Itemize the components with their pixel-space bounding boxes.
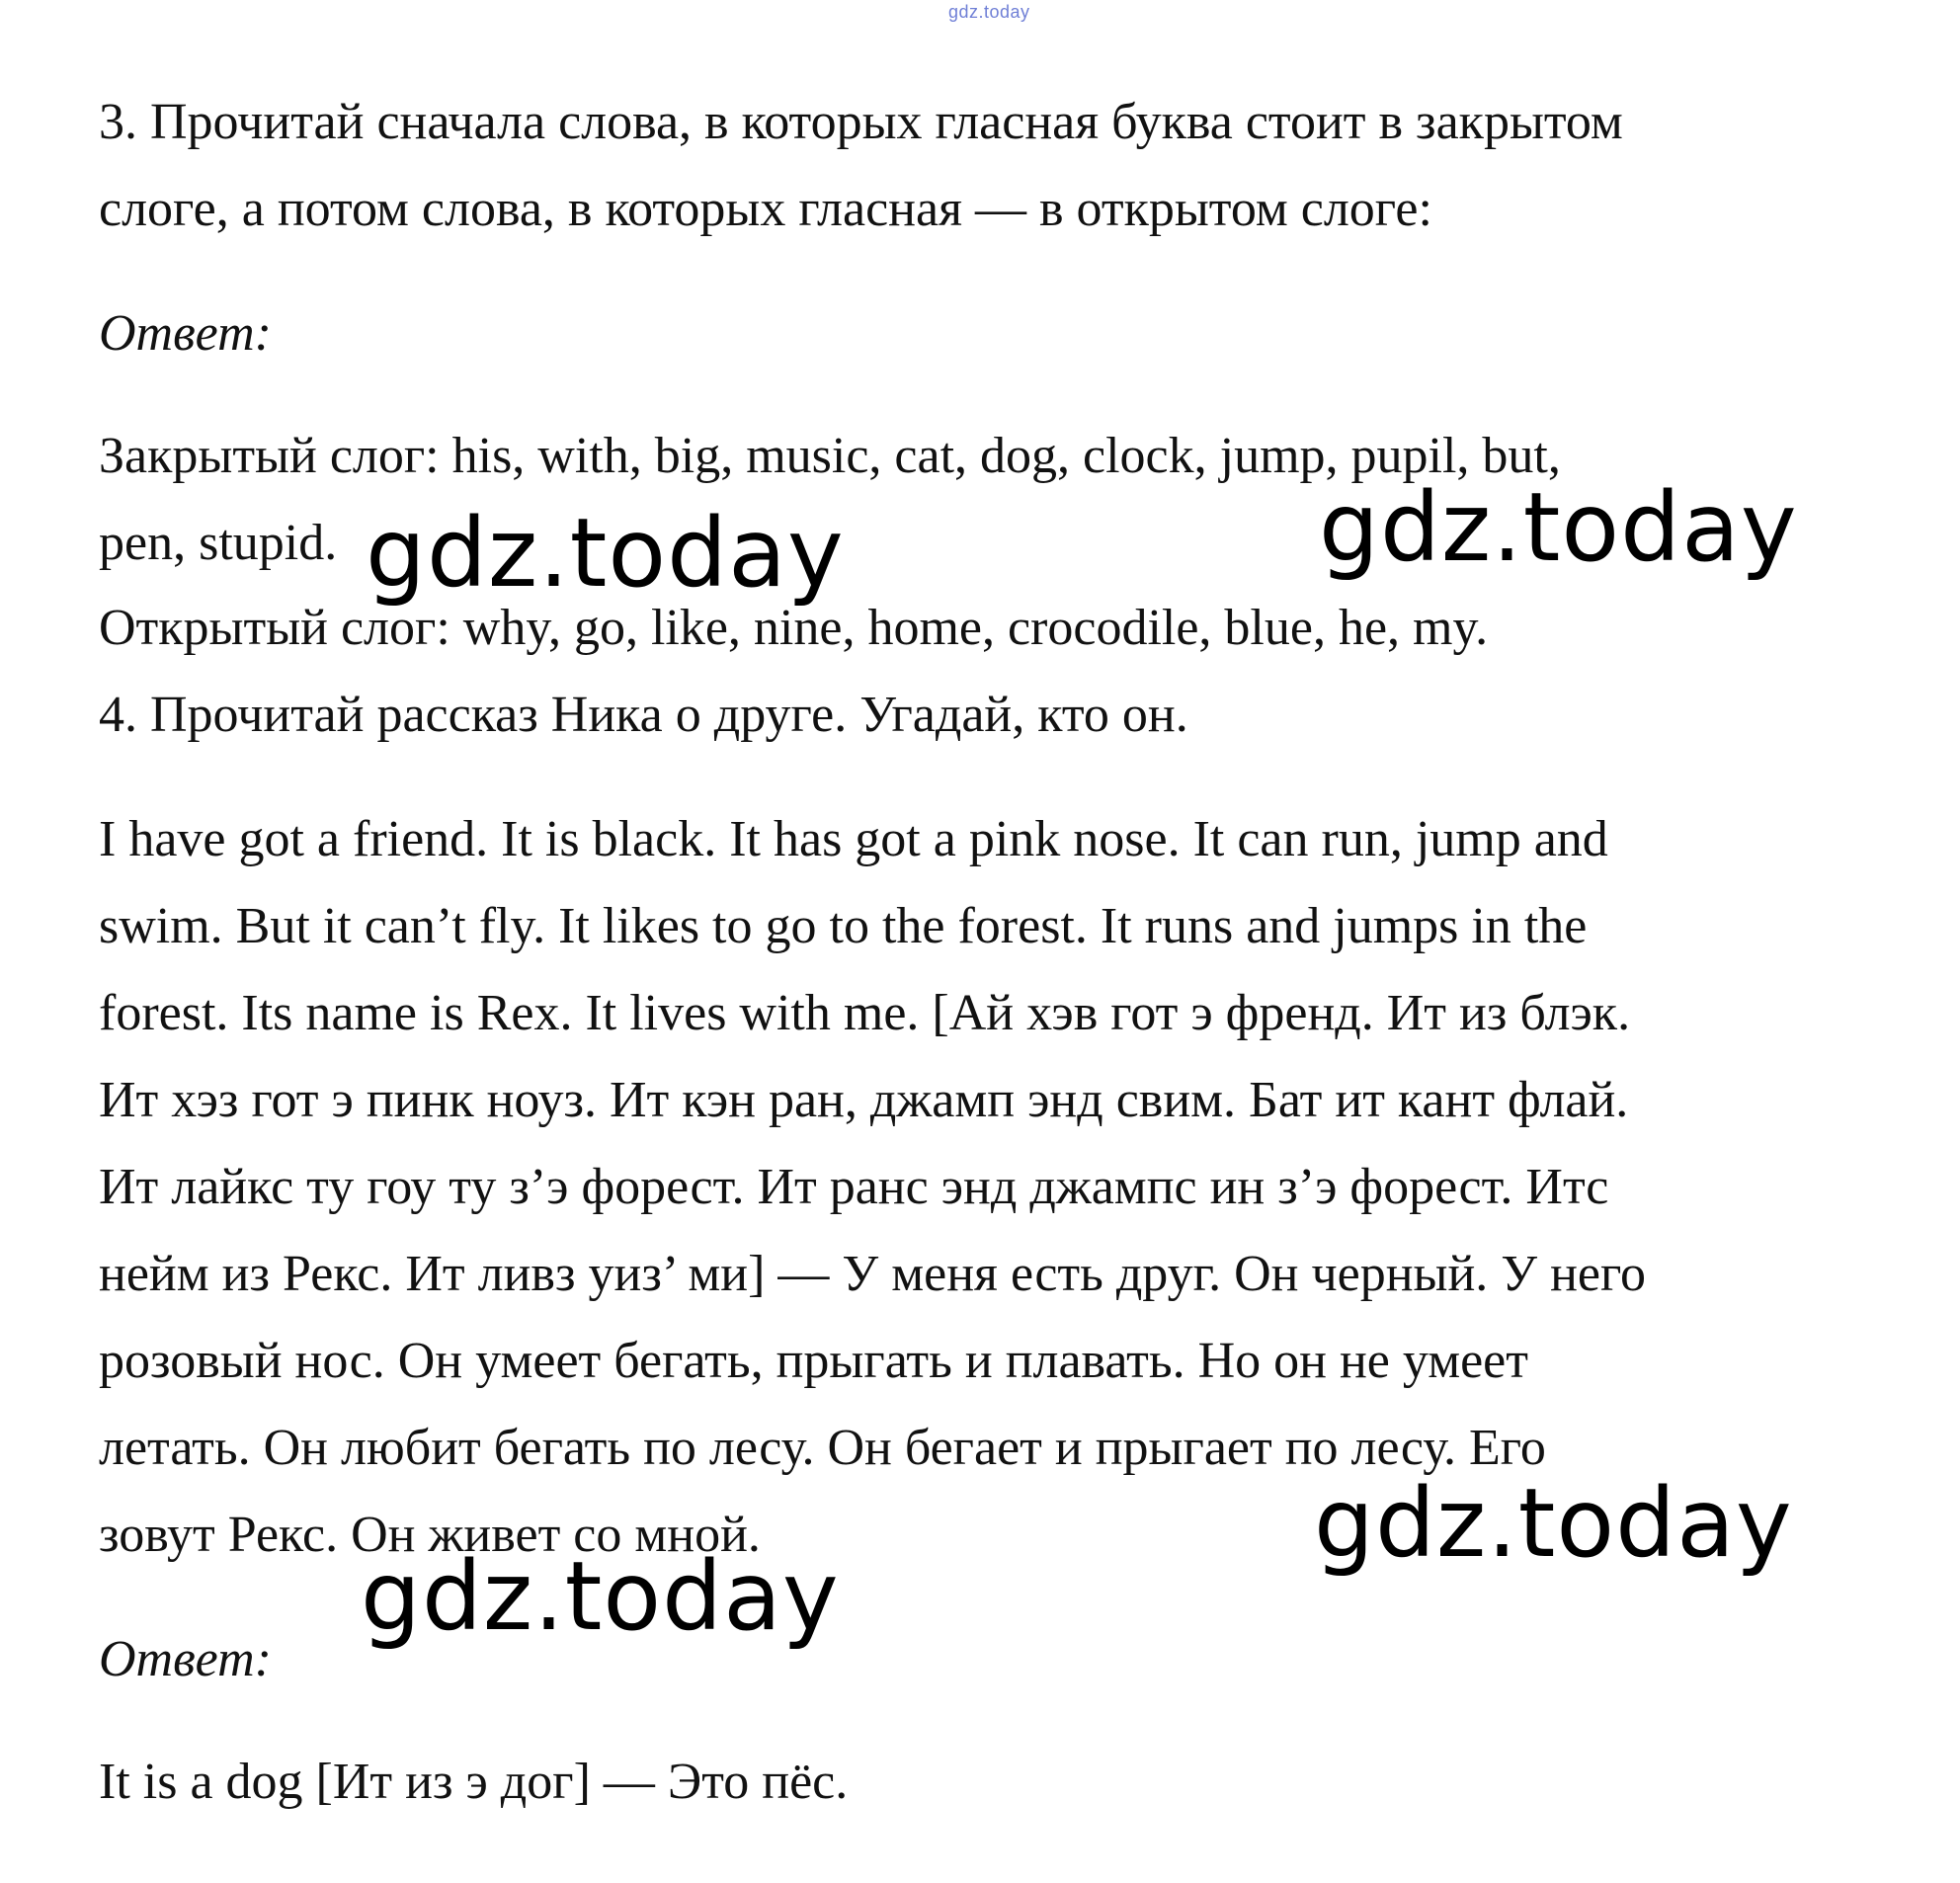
closed-syllable-line-2: pen, stupid. bbox=[99, 515, 338, 571]
task3-question-line-2: слоге, а потом слова, в которых гласная — в открытом слоге: bbox=[99, 181, 1432, 237]
task4-question: 4. Прочитай рассказ Ника о друге. Угадай, кто он. bbox=[99, 687, 1188, 743]
story-line-2: swim. But it can’t fly. It likes to go to the forest. It runs and jumps in the bbox=[99, 898, 1588, 954]
watermark-3: gdz.today bbox=[1314, 1468, 1793, 1579]
task4-answer: It is a dog [Ит из э дог] — Это пёс. bbox=[99, 1754, 849, 1810]
task3-answer-label: Ответ: bbox=[99, 305, 272, 362]
closed-syllable-line-1: Закрытый слог: his, with, big, music, cat, dog, clock, jump, pupil, but, bbox=[99, 428, 1561, 484]
watermark-2: gdz.today bbox=[1319, 472, 1798, 583]
watermark-1: gdz.today bbox=[366, 498, 845, 609]
story-line-1: I have got a friend. It is black. It has got a pink nose. It can run, jump and bbox=[99, 811, 1608, 867]
top-watermark: gdz.today bbox=[948, 2, 1030, 22]
task3-question-line-1: 3. Прочитай сначала слова, в которых гласная буква стоит в закрытом bbox=[99, 94, 1623, 150]
story-line-3: forest. Its name is Rex. It lives with me. [Ай хэв гот э френд. Ит из блэк. bbox=[99, 985, 1631, 1041]
watermark-4: gdz.today bbox=[361, 1541, 840, 1652]
story-line-7: розовый нос. Он умеет бегать, прыгать и плавать. Но он не умеет bbox=[99, 1333, 1528, 1389]
story-line-6: нейм из Рекс. Ит ливз уиз’ ми] — У меня есть друг. Он черный. У него bbox=[99, 1246, 1647, 1302]
story-line-9: зовут Рекс. Он живет со мной. bbox=[99, 1507, 761, 1563]
story-line-4: Ит хэз гот э пинк ноуз. Ит кэн ран, джамп энд свим. Бат ит кант флай. bbox=[99, 1072, 1629, 1128]
story-line-5: Ит лайкс ту гоу ту з’э форест. Ит ранс энд джампс ин з’э форест. Итс bbox=[99, 1159, 1609, 1215]
open-syllable-line: Открытый слог: why, go, like, nine, home, crocodile, blue, he, my. bbox=[99, 600, 1489, 656]
story-line-8: летать. Он любит бегать по лесу. Он бегает и прыгает по лесу. Его bbox=[99, 1420, 1546, 1476]
task4-answer-label: Ответ: bbox=[99, 1631, 272, 1687]
